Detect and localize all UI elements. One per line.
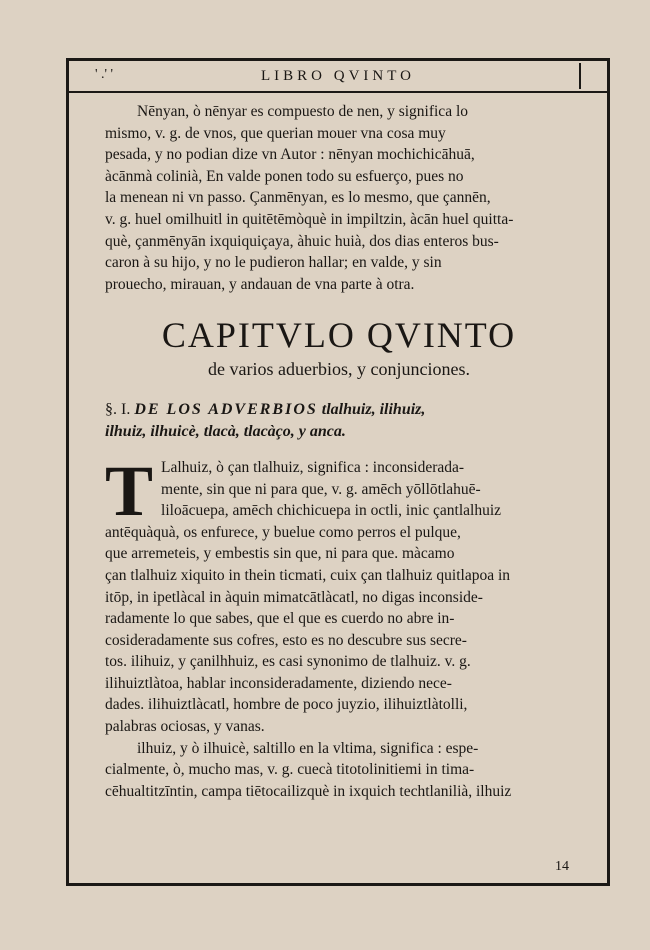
text-line: antēquàquà, os enfurece, y buelue como perros el pulque, (105, 523, 461, 541)
header-title: LIBRO QVINTO (261, 68, 415, 84)
section-heading-caps: DE LOS ADVERBIOS (134, 400, 318, 418)
header-marks: ' .' ' (95, 67, 114, 82)
text-line: prouecho, mirauan, y andauan de vna parte à otra. (105, 275, 415, 293)
section-heading-rest: tlalhuiz, ilihuiz, (321, 400, 426, 418)
text-line: caron à su hijo, y no le pudieron hallar; en valde, y sin (105, 254, 442, 272)
page-frame (66, 58, 610, 886)
section-heading (105, 399, 573, 443)
text-line: mismo, v. g. de vnos, que querian mouer vna cosa muy (105, 124, 446, 142)
text-line: cialmente, ò, mucho mas, v. g. cuecà titotolinitiemi in tima- (105, 761, 475, 779)
text-line: mente, sin que ni para que, v. g. amēch yōllōtlahuē- (161, 480, 481, 498)
text-line: tos. ilihuiz, y çanilhhuiz, es casi synonimo de tlalhuiz. v. g. (105, 653, 471, 671)
text-line: pesada, y no podian dize vn Autor : nēnyan mochichicāhuā, (105, 146, 475, 164)
text-line: Lalhuiz, ò çan tlalhuiz, significa : inconsiderada- (161, 458, 465, 476)
text-line: liloācuepa, amēch chichicuepa in octli, inic çantlalhuiz (161, 502, 502, 520)
running-header (69, 61, 607, 93)
text-line: que arremeteis, y embestis sin que, ni para que. màcamo (105, 545, 455, 563)
paragraph-1 (105, 101, 573, 295)
text-line: v. g. huel omilhuitl in quitētēmòquè in impiltzin, àcān huel quitta- (105, 210, 514, 228)
chapter-subtitle: de varios aduerbios, y conjunciones. (208, 359, 470, 380)
text-line: dades. ilihuiztlàcatl, hombre de poco juyzio, ilihuiztlàtolli, (105, 696, 468, 714)
text-line: què, çanmēnyān ixquiquiçaya, àhuic huià, dos dias enteros bus- (105, 232, 499, 250)
page-body (105, 101, 573, 802)
header-rule (579, 63, 581, 89)
text-line: Nēnyan, ò nēnyar es compuesto de nen, y significa lo (137, 103, 469, 120)
text-line: çan tlalhuiz xiquito in thein ticmati, cuix çan tlalhuiz quitlapoa in (105, 566, 511, 584)
text-line: ilhuiz, y ò ilhuicè, saltillo en la vltima, significa : espe- (137, 739, 479, 757)
text-line: cēhualtitzīntin, campa tiētocailizquè in ixquich techtlanilià, ilhuiz (105, 782, 512, 800)
text-line: radamente lo que sabes, que el que es cuerdo no abre in- (105, 610, 455, 628)
page-signature: 14 (555, 859, 569, 874)
text-line: àcānmà colinià, En valde ponen todo su esfuerço, pues no (105, 167, 464, 185)
text-line: ilihuiztlàtoa, hablar inconsideradamente, diziendo nece- (105, 674, 452, 692)
paragraph-3 (105, 738, 573, 803)
text-line: la menean ni vn passo. Çanmēnyan, es lo mesmo, que çannēn, (105, 189, 491, 207)
text-line: itōp, in ipetlàcal in àquin mimatcātlàcatl, no digas inconside- (105, 588, 483, 606)
text-line: cosideradamente sus cofres, esto es no descubre sus secre- (105, 631, 467, 649)
text-line: palabras ociosas, y vanas. (105, 718, 265, 736)
section-heading-line2: ilhuiz, ilhuicè, tlacà, tlacàço, y anca. (105, 422, 346, 440)
drop-cap: T (105, 450, 154, 531)
section-number: §. I. (105, 400, 131, 418)
chapter-title: CAPITVLO QVINTO (161, 315, 517, 356)
paragraph-2 (105, 450, 573, 738)
